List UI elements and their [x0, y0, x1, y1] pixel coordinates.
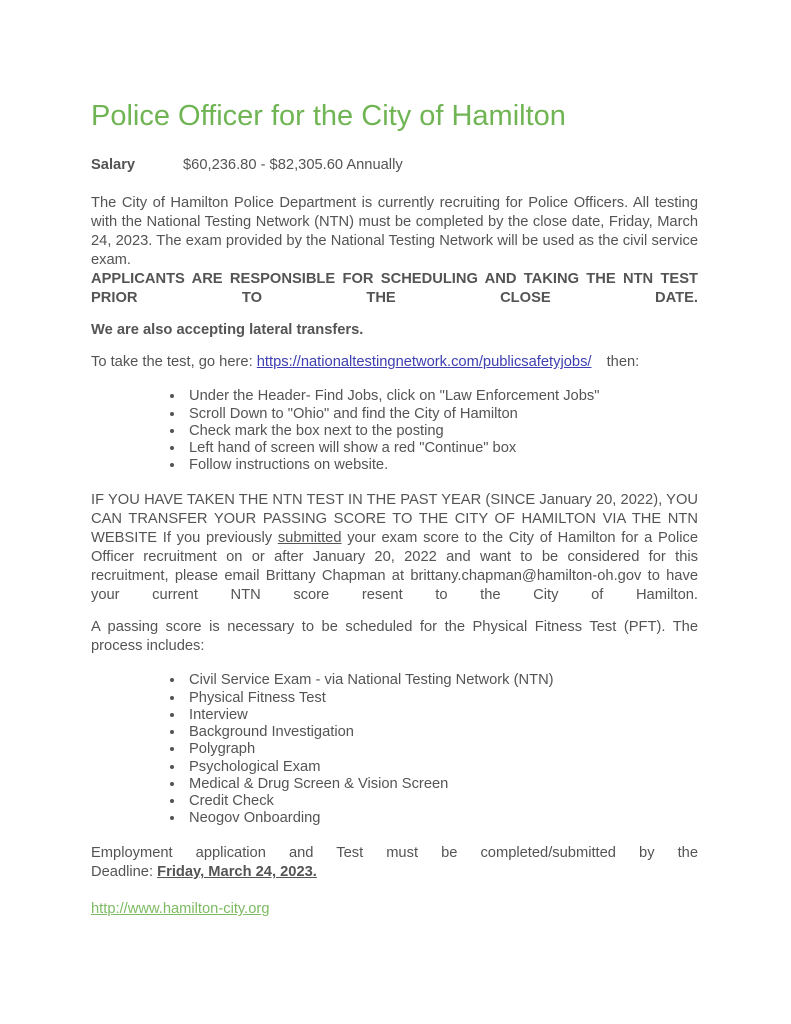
hiring-process-list: [91, 672, 698, 827]
list-item: • Civil Service Exam - via National Testing Network (NTN): [185, 672, 698, 689]
list-item: • Left hand of screen will show a red "Continue" box: [185, 440, 698, 457]
score-transfer-text-2: your exam score to the City of Hamilton for a Police Officer recruitment on or after January 20, 2022 and want to be considered for this recruitment, please email Brittany Chapman at brittany.chapman@hamilton-oh.gov to have your current NTN score resent to the City of Hamilton.: [91, 530, 698, 604]
test-steps-list: [91, 388, 698, 474]
list-item: • Medical & Drug Screen & Vision Screen: [185, 776, 698, 793]
list-item: • Interview: [185, 707, 698, 724]
salary-label: Salary: [91, 157, 136, 174]
list-item: • Scroll Down to "Ohio" and find the City of Hamilton: [185, 406, 698, 423]
deadline-line1: Employment application and Test must be completed/submitted by the: [91, 845, 698, 862]
applicants-notice-line2: PRIOR TO THE CLOSE DATE.: [91, 290, 698, 307]
score-transfer-text-1: IF YOU HAVE TAKEN THE NTN TEST IN THE PAST YEAR (SINCE January 20, 2022), YOU CAN TRANSFER YOUR PASSING SCORE TO THE CITY OF HAMILTON VIA THE NTN WEBSITE If you previously: [91, 492, 698, 547]
list-item: • Polygraph: [185, 741, 698, 758]
list-item: • Follow instructions on website.: [185, 457, 698, 474]
deadline-prefix: Deadline:: [91, 864, 158, 881]
list-item: • Physical Fitness Test: [185, 690, 698, 707]
intro-paragraph: The City of Hamilton Police Department is currently recruiting for Police Officers. All testing with the National Testing Network (NTN) must be completed by the close date, Friday, March 24, 2023. The exam provided by the National Testing Network will be used as the civil service exam.: [91, 195, 698, 269]
list-item: • Psychological Exam: [185, 759, 698, 776]
list-item: • Credit Check: [185, 793, 698, 810]
score-transfer-paragraph: [91, 491, 698, 605]
city-website-link[interactable]: http://www.hamilton-city.org: [91, 901, 270, 918]
page-title: Police Officer for the City of Hamilton: [91, 100, 566, 132]
test-instructions-prefix: To take the test, go here:: [91, 354, 253, 371]
deadline-date: Friday, March 24, 2023.: [157, 864, 317, 881]
list-item: • Neogov Onboarding: [185, 810, 698, 827]
score-transfer-underlined-word: submitted: [277, 530, 342, 547]
applicants-notice-line1: APPLICANTS ARE RESPONSIBLE FOR SCHEDULING AND TAKING THE NTN TEST: [91, 271, 698, 288]
process-intro-paragraph: A passing score is necessary to be scheduled for the Physical Fitness Test (PFT). The process includes:: [91, 619, 698, 655]
test-instructions-suffix: then:: [606, 354, 640, 371]
salary-row: [91, 156, 698, 175]
test-instructions-line: [91, 353, 698, 372]
lateral-transfers-note: We are also accepting lateral transfers.: [91, 322, 364, 339]
list-item: • Under the Header- Find Jobs, click on "Law Enforcement Jobs": [185, 388, 698, 405]
list-item: • Background Investigation: [185, 724, 698, 741]
footer-link-wrap: [91, 900, 698, 919]
deadline-line2: [91, 863, 698, 882]
list-item: • Check mark the box next to the posting: [185, 423, 698, 440]
salary-value: $60,236.80 - $82,305.60 Annually: [183, 157, 403, 174]
ntn-test-link[interactable]: https://nationaltestingnetwork.com/publicsafetyjobs/: [256, 354, 592, 371]
